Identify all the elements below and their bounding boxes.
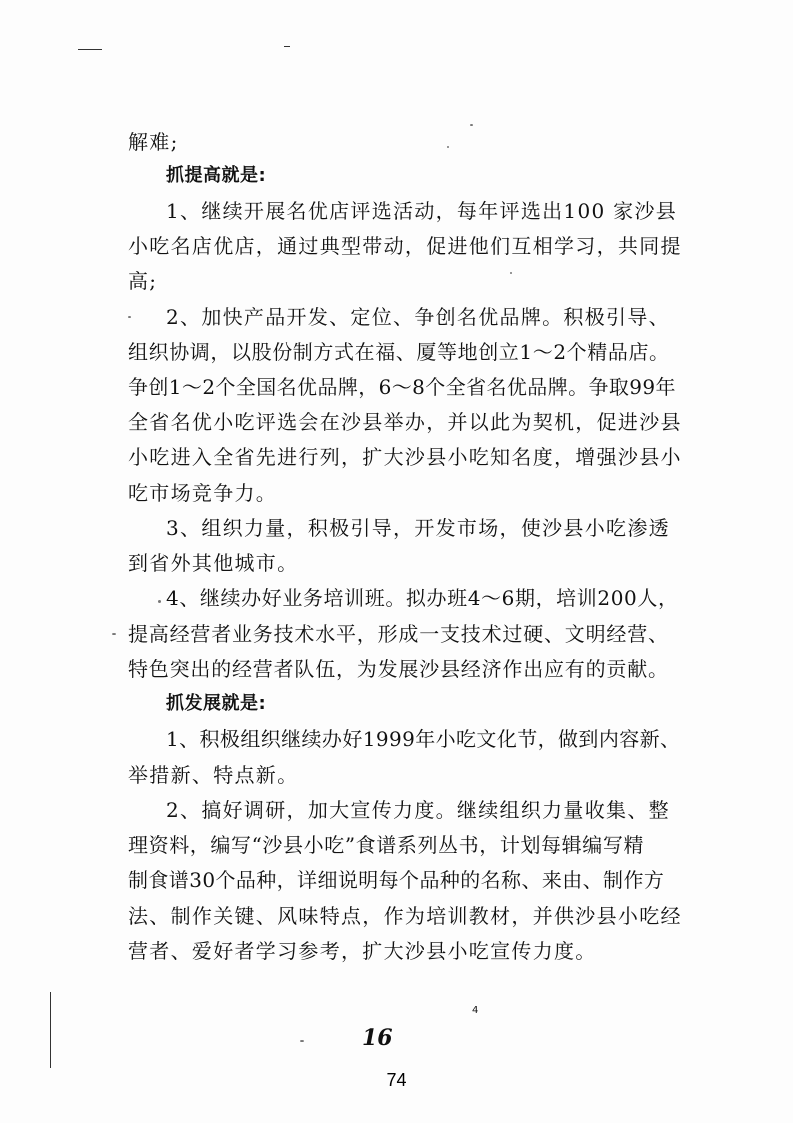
- body-line: 提高经营者业务技术水平，形成一支技术过硬、文明经营、: [128, 622, 669, 646]
- body-line: 制食谱30个品种，详细说明每个品种的名称、来由、制作方: [128, 868, 665, 892]
- section-heading: 抓提高就是:: [166, 165, 267, 186]
- scan-edge-mark: [284, 46, 290, 47]
- body-line: 2、搞好调研，加大宣传力度。继续组织力量收集、整: [166, 798, 670, 822]
- scan-speck: [510, 272, 512, 274]
- scan-speck: [447, 146, 449, 148]
- body-line: 营者、爱好者学习参考，扩大沙县小吃宣传力度。: [128, 939, 597, 963]
- scan-small-number: 4: [472, 1005, 479, 1016]
- body-line: 3、组织力量，积极引导，开发市场，使沙县小吃渗透: [166, 516, 670, 540]
- body-line: 1、积极组织继续办好1999年小吃文化节，做到内容新、: [166, 727, 681, 751]
- scan-speck: [128, 316, 131, 318]
- body-line: 小吃进入全省先进行列，扩大沙县小吃知名度，增强沙县小: [128, 445, 682, 469]
- body-line: 全省名优小吃评选会在沙县举办，并以此为契机，促进沙县: [128, 410, 682, 434]
- body-line: 解难;: [128, 130, 179, 154]
- body-line: 小吃名店优店，通过典型带动，促进他们互相学习，共同提: [128, 234, 682, 258]
- body-line: 组织协调，以股份制方式在福、厦等地创立1～2个精品店。: [128, 340, 670, 364]
- body-line: 到省外其他城市。: [128, 551, 299, 575]
- scan-speck: [112, 633, 116, 635]
- page-number: 74: [386, 1070, 407, 1090]
- body-line: 理资料，编写“沙县小吃”食谱系列丛书，计划每辑编写精: [128, 833, 645, 857]
- scan-edge-mark: [78, 49, 102, 50]
- body-line: 吃市场竞争力。: [128, 481, 278, 505]
- body-line: 特色突出的经营者队伍，为发展沙县经济作出应有的贡献。: [128, 657, 669, 681]
- body-line: 争创1～2个全国名优品牌，6～8个全省名优品牌。争取99年: [128, 375, 676, 399]
- body-line: 举措新、特点新。: [128, 763, 299, 787]
- scan-edge-mark: [50, 992, 51, 1068]
- scan-speck: [470, 124, 473, 126]
- scan-speck: [300, 1040, 304, 1042]
- body-line: 法、制作关键、风味特点，作为培训教材，并供沙县小吃经: [128, 904, 682, 928]
- section-heading: 抓发展就是:: [166, 693, 267, 714]
- body-line: 2、加快产品开发、定位、争创名优品牌。积极引导、: [166, 305, 670, 329]
- original-page-number: 16: [362, 1025, 393, 1051]
- scan-speck: [158, 600, 161, 603]
- body-line: 1、继续开展名优店评选活动，每年评选出100 家沙县: [166, 199, 678, 223]
- body-line: 4、继续办好业务培训班。拟办班4～6期，培训200人，: [166, 586, 679, 610]
- body-line: 高;: [128, 269, 158, 293]
